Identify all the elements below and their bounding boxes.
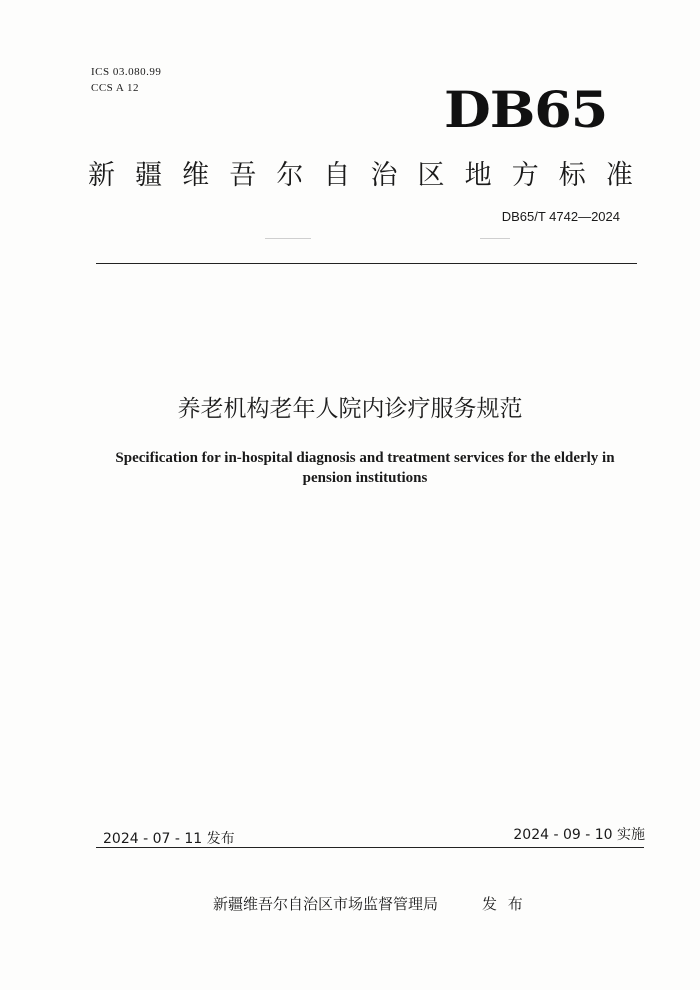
- standard-title-char: 区: [417, 160, 445, 191]
- standard-title-char: 标: [558, 160, 586, 191]
- publish-date: 2024 - 07 - 11 发布: [103, 831, 235, 847]
- issue-label: 发 布: [482, 895, 526, 913]
- document-title-cn: 养老机构老年人院内诊疗服务规范: [177, 396, 523, 422]
- standard-title-char: 治: [370, 160, 398, 191]
- scan-speck: [480, 238, 510, 239]
- scan-speck: [265, 238, 311, 239]
- standard-title-char: 疆: [135, 160, 163, 191]
- issuing-authority: 新疆维吾尔自治区市场监督管理局: [213, 895, 439, 913]
- standard-title-char: 自: [323, 160, 351, 191]
- document-title-en-line2: pension institutions: [302, 470, 428, 486]
- ccs-code: CCS A 12: [91, 82, 140, 94]
- effective-date: 2024 - 09 - 10 实施: [513, 827, 645, 843]
- standard-number: DB65/T 4742—2024: [501, 209, 620, 224]
- standard-title-char: 准: [605, 160, 633, 191]
- db65-logo: DB65: [444, 80, 608, 139]
- standard-category-title: [88, 156, 633, 196]
- header-divider: [96, 263, 637, 264]
- document-title-en-line1: Specification for in-hospital diagnosis and treatment services for the elderly in: [115, 450, 615, 466]
- standard-title-char: 尔: [276, 160, 304, 191]
- standard-title-char: 维: [182, 160, 210, 191]
- ics-code: ICS 03.080.99: [91, 66, 162, 78]
- standard-title-char: 方: [511, 160, 539, 191]
- footer-divider: [96, 847, 644, 848]
- standard-title-char: 地: [464, 160, 492, 191]
- classification-codes: [91, 64, 161, 96]
- standard-title-char: 新: [88, 160, 115, 191]
- document-title-en: [100, 448, 630, 488]
- standard-title-char: 吾: [229, 160, 257, 191]
